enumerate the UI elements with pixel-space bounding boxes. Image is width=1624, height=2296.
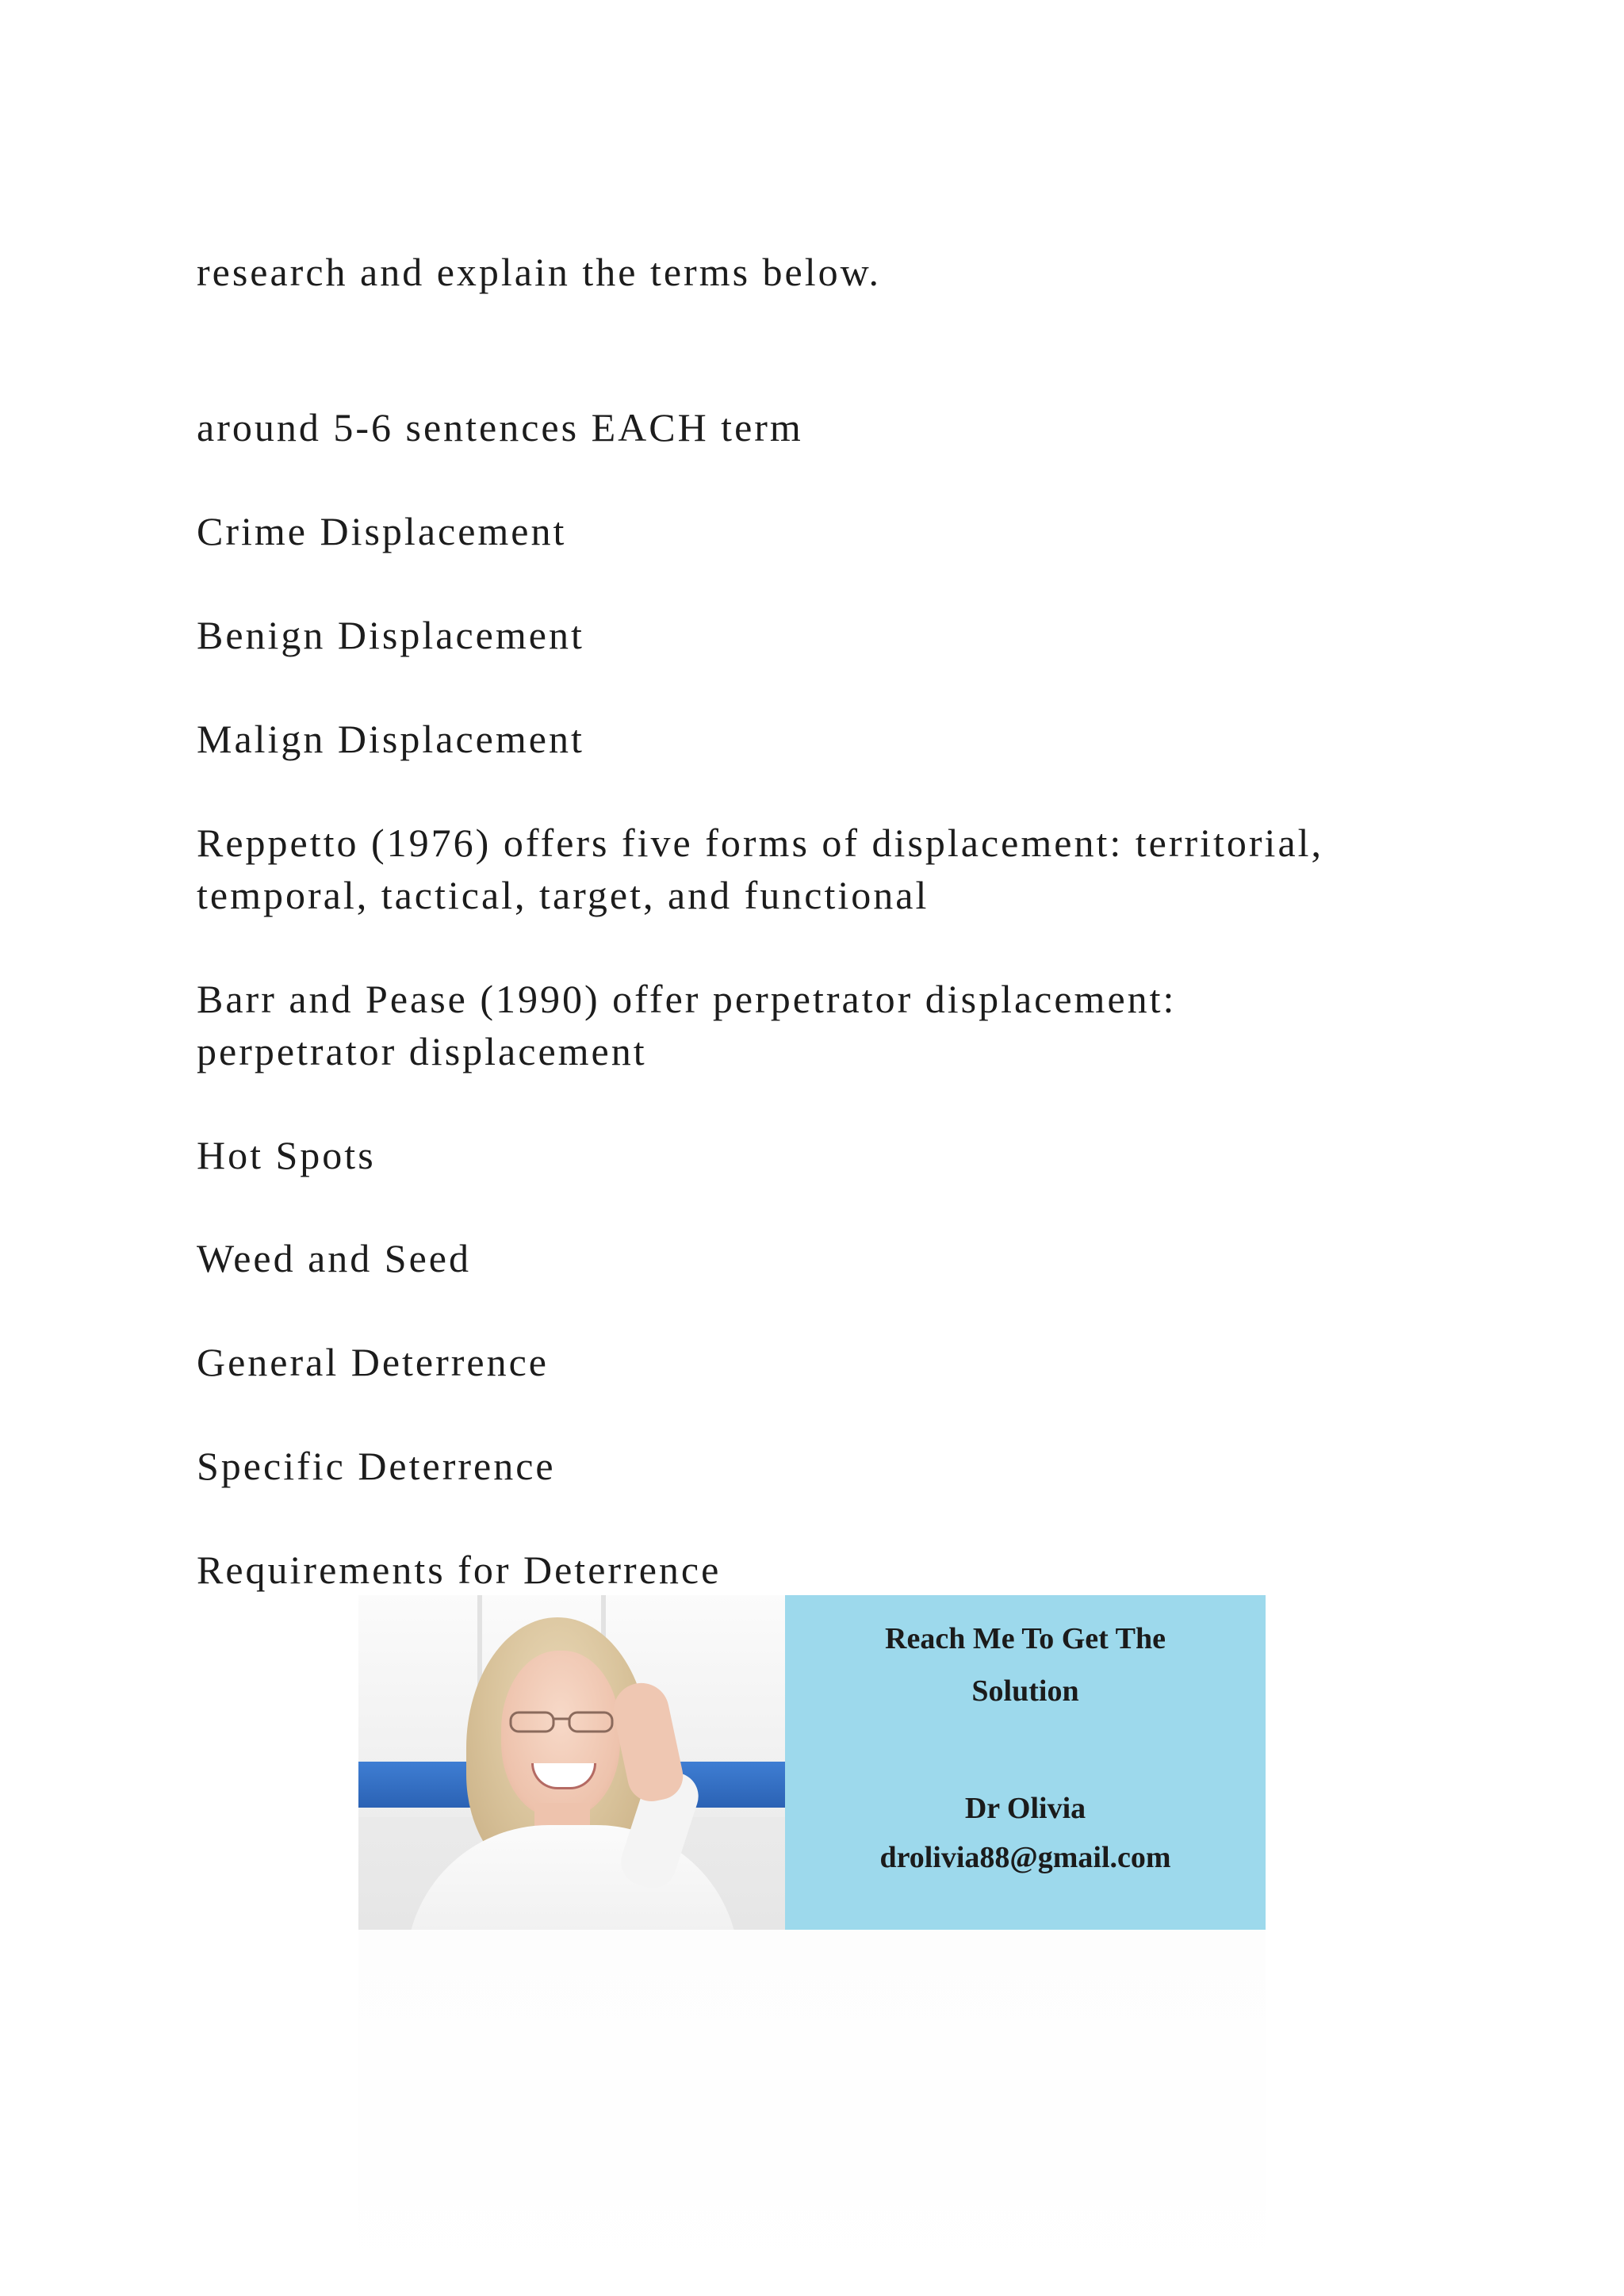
term-weed-and-seed: Weed and Seed (197, 1236, 471, 1280)
term-hot-spots: Hot Spots (197, 1133, 376, 1177)
banner-headline-2: Solution (971, 1674, 1079, 1708)
term-barr-pease-line-1: Barr and Pease (1990) offer perpetrator displacement: (197, 977, 1177, 1021)
term-barr-pease-line-2: perpetrator displacement (197, 1029, 647, 1073)
contact-email[interactable]: drolivia88@gmail.com (879, 1841, 1171, 1874)
term-general-deterrence: General Deterrence (197, 1340, 549, 1384)
contact-info-panel (785, 1595, 1266, 1930)
glasses-icon (506, 1708, 617, 1735)
banner-headline: Reach Me To Get The (885, 1622, 1166, 1655)
term-specific-deterrence: Specific Deterrence (197, 1444, 556, 1488)
contact-banner (358, 1595, 1266, 1930)
tutor-photo (358, 1595, 785, 1930)
term-benign-displacement: Benign Displacement (197, 613, 584, 657)
length-requirement: around 5-6 sentences EACH term (197, 405, 803, 450)
image-lower-area (358, 1930, 1266, 2296)
term-requirements-for-deterrence: Requirements for Deterrence (197, 1548, 722, 1592)
term-malign-displacement: Malign Displacement (197, 717, 584, 761)
term-crime-displacement: Crime Displacement (197, 509, 567, 553)
term-reppetto-line-1: Reppetto (1976) offers five forms of displacement: territorial, (197, 821, 1324, 865)
term-reppetto-line-2: temporal, tactical, target, and functional (197, 873, 929, 917)
instruction-line: research and explain the terms below. (197, 250, 882, 294)
contact-name: Dr Olivia (964, 1792, 1086, 1825)
